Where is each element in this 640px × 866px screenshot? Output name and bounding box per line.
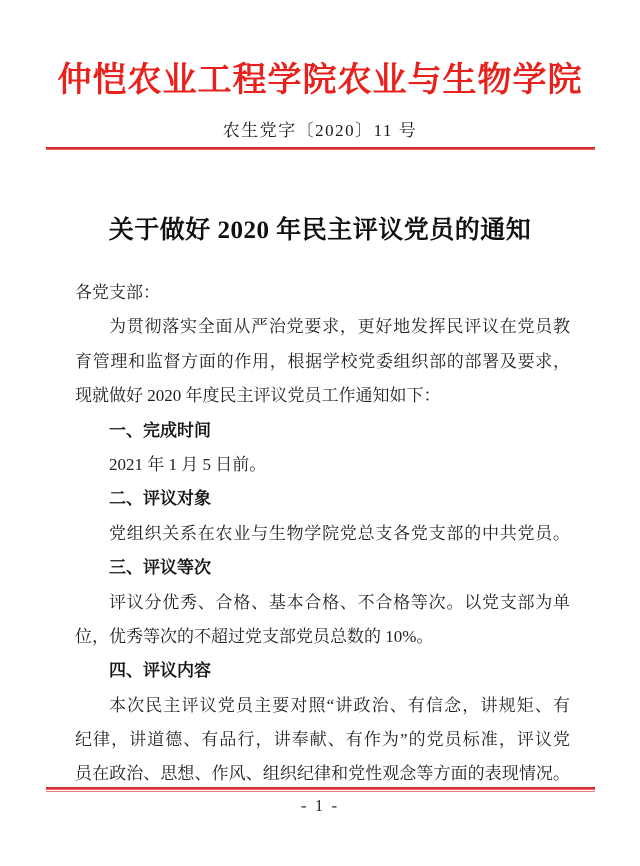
review-content-text-1: 本次民主评议党员主要对照“讲政治、有信念，讲规矩、有 bbox=[109, 695, 570, 715]
completion-time-text: 2021 年 1 月 5 日前。 bbox=[109, 454, 267, 474]
heading-review-grades: 三、评议等次 bbox=[109, 558, 211, 578]
intro-line-2: 育管理和监督方面的作用，根据学校党委组织部的部署及要求， bbox=[75, 351, 570, 371]
institution-title: 仲恺农业工程学院农业与生物学院 bbox=[57, 62, 583, 99]
heading-review-content: 四、评议内容 bbox=[109, 661, 211, 681]
document-body bbox=[75, 276, 570, 792]
review-target-text: 党组织关系在农业与生物学院党总支各党支部的中共党员。 bbox=[109, 523, 570, 543]
review-content-text-2: 纪律，讲道德、有品行，讲奉献、有作为”的党员标准，评议党 bbox=[75, 730, 570, 750]
intro-line-3: 现就做好 2020 年度民主评议党员工作通知如下： bbox=[75, 386, 441, 406]
page-number: - 1 - bbox=[300, 796, 340, 815]
review-content-text-3: 员在政治、思想、作风、组织纪律和党性观念等方面的表现情况。 bbox=[75, 764, 570, 784]
document-number: 农生党字〔2020〕11 号 bbox=[222, 121, 418, 140]
review-grades-text-2: 位，优秀等次的不超过党支部党员总数的 10%。 bbox=[75, 626, 434, 646]
notice-title: 关于做好 2020 年民主评议党员的通知 bbox=[108, 217, 532, 244]
header-divider-line bbox=[46, 147, 595, 150]
salutation: 各党支部： bbox=[75, 283, 160, 302]
heading-review-target: 二、评议对象 bbox=[109, 489, 211, 509]
footer-divider-line bbox=[46, 787, 595, 790]
heading-completion-time: 一、完成时间 bbox=[109, 420, 211, 440]
review-grades-text-1: 评议分优秀、合格、基本合格、不合格等次。以党支部为单 bbox=[109, 592, 570, 612]
intro-line-1: 为贯彻落实全面从严治党要求，更好地发挥民评议在党员教 bbox=[109, 317, 570, 337]
